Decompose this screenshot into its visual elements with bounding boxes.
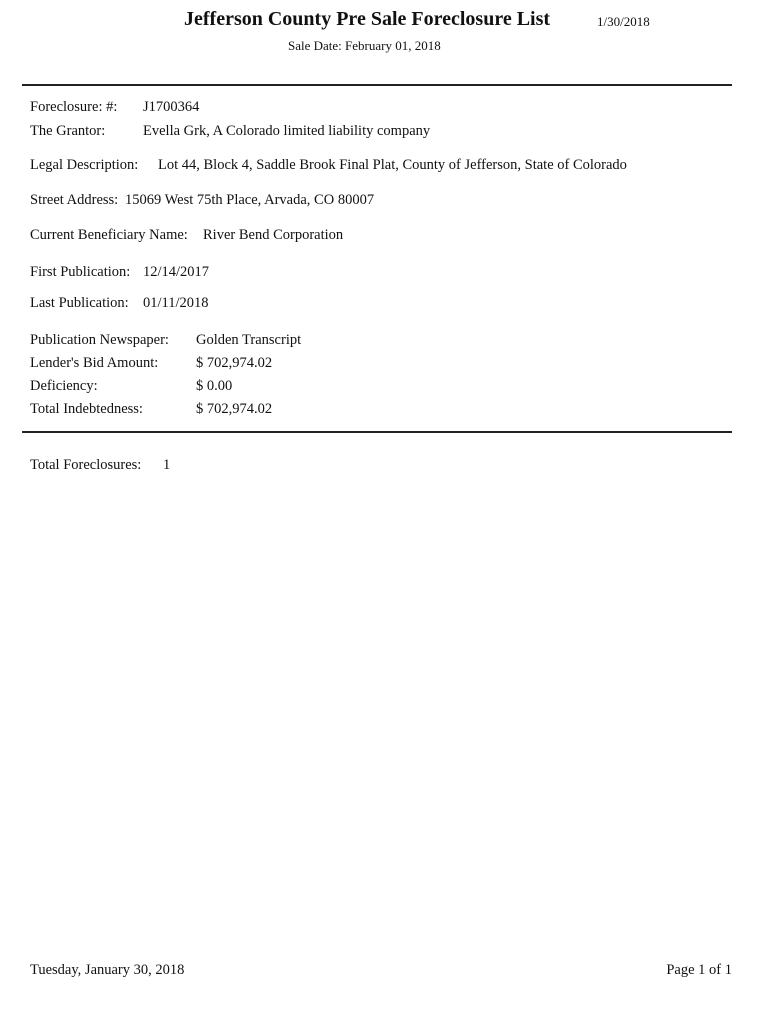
- sale-date: Sale Date: February 01, 2018: [288, 38, 441, 53]
- indebtedness-value: $ 702,974.02: [196, 401, 273, 417]
- bottom-divider: [22, 431, 732, 433]
- page-title: Jefferson County Pre Sale Foreclosure List: [184, 8, 551, 30]
- first-publication-value: 12/14/2017: [143, 264, 210, 280]
- top-divider: [22, 84, 732, 86]
- indebtedness-label: Total Indebtedness:: [30, 401, 143, 417]
- footer-date: Tuesday, January 30, 2018: [30, 962, 185, 978]
- beneficiary-value: River Bend Corporation: [203, 227, 344, 243]
- total-foreclosures-value: 1: [163, 457, 171, 473]
- deficiency-label: Deficiency:: [30, 378, 98, 394]
- print-date: 1/30/2018: [597, 14, 650, 29]
- street-address-value: 15069 West 75th Place, Arvada, CO 80007: [125, 192, 375, 208]
- page-number: Page 1 of 1: [666, 962, 732, 978]
- total-foreclosures-label: Total Foreclosures:: [30, 457, 142, 473]
- bid-amount-label: Lender's Bid Amount:: [30, 355, 159, 371]
- last-publication-value: 01/11/2018: [143, 295, 209, 311]
- legal-description-value: Lot 44, Block 4, Saddle Brook Final Plat, County of Jefferson, State of Colorado: [158, 157, 627, 173]
- street-address-label: Street Address:: [30, 192, 119, 208]
- newspaper-label: Publication Newspaper:: [30, 332, 169, 348]
- grantor-label: The Grantor:: [30, 123, 106, 139]
- deficiency-value: $ 0.00: [196, 378, 233, 394]
- beneficiary-label: Current Beneficiary Name:: [30, 227, 188, 243]
- grantor-value: Evella Grk, A Colorado limited liability company: [143, 123, 431, 139]
- legal-description-label: Legal Description:: [30, 157, 139, 173]
- foreclosure-number-value: J1700364: [143, 99, 200, 115]
- first-publication-label: First Publication:: [30, 264, 131, 280]
- newspaper-value: Golden Transcript: [196, 332, 302, 348]
- bid-amount-value: $ 702,974.02: [196, 355, 273, 371]
- foreclosure-number-label: Foreclosure: #:: [30, 99, 118, 115]
- last-publication-label: Last Publication:: [30, 295, 129, 311]
